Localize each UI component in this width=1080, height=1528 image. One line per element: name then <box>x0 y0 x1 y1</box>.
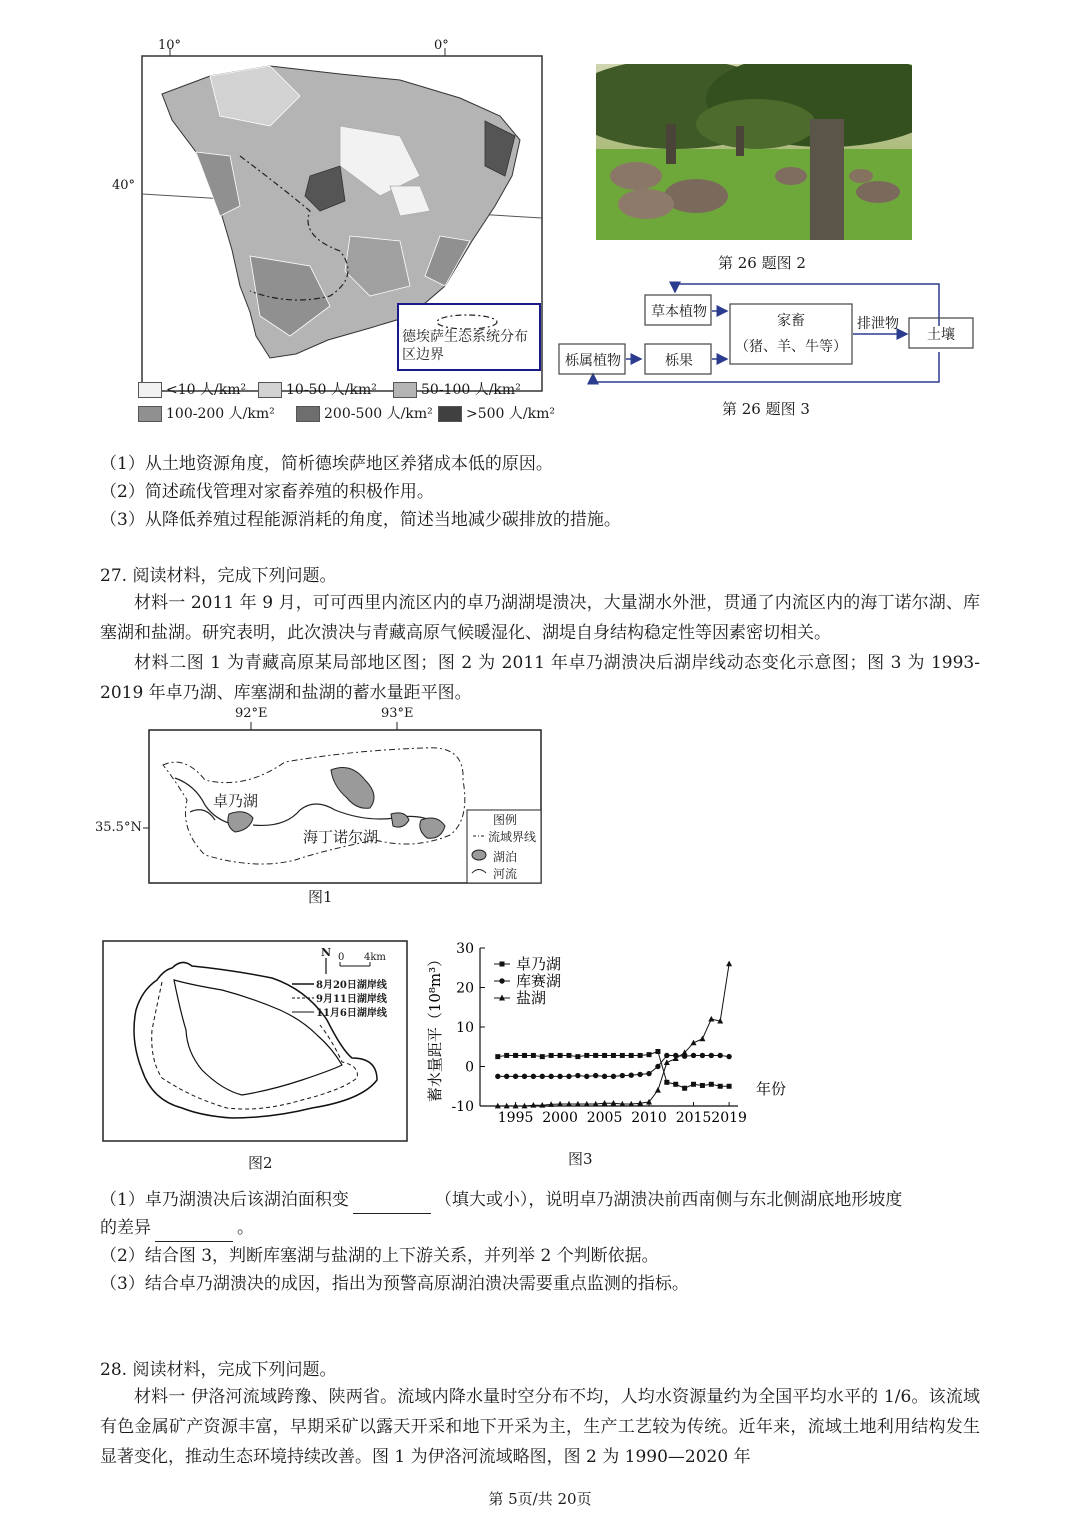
data-point <box>718 1084 723 1089</box>
data-point <box>629 1072 634 1077</box>
box-grass-label: 草本植物 <box>651 304 707 320</box>
north-arrow-icon: N <box>321 946 332 959</box>
legend-aug20-label: 8月20日湖岸线 <box>316 980 387 991</box>
q27-fig1 <box>95 706 555 910</box>
data-point <box>691 1053 696 1058</box>
lon-93e-label: 93°E <box>381 706 414 721</box>
legend-sep11-label: 9月11日湖岸线 <box>316 994 387 1005</box>
x-tick-label: 2000 <box>542 1110 578 1126</box>
q27-question-2: （2）结合图 3，判断库塞湖与盐湖的上下游关系，并列举 2 个判断依据。 <box>100 1246 659 1266</box>
data-point <box>620 1053 625 1058</box>
lake-haiding-label: 海丁诺尔湖 <box>303 828 379 846</box>
legend-nov6-label: 11月6日湖岸线 <box>316 1008 387 1019</box>
legend-swatch <box>258 382 282 398</box>
q26-fig3-caption: 第 26 题图 3 <box>722 400 810 418</box>
data-point <box>549 1053 554 1058</box>
legend-label: >500 人/km² <box>466 406 555 422</box>
legend-swatch <box>393 382 417 398</box>
data-point <box>726 1054 731 1059</box>
lon-0-label: 0° <box>434 38 449 53</box>
legend-label: 卓乃湖 <box>516 955 562 973</box>
box-livestock-label: 家畜 <box>777 313 805 329</box>
legend-label: 10-50 人/km² <box>286 382 377 398</box>
x-tick-label: 2010 <box>631 1110 667 1126</box>
answer-blank-2[interactable] <box>155 1223 233 1242</box>
data-point <box>495 1074 500 1079</box>
data-point <box>540 1074 545 1079</box>
data-point <box>620 1073 625 1078</box>
data-point <box>709 1053 714 1058</box>
x-tick-label: 2019 <box>711 1110 747 1126</box>
page-footer: 第 5页/共 20页 <box>488 1490 592 1508</box>
data-point <box>708 1016 714 1022</box>
box-acorn-label: 栎果 <box>665 353 693 369</box>
data-point <box>593 1073 598 1078</box>
q27-question-1 <box>100 1186 902 1214</box>
x-tick-label: 2015 <box>675 1110 712 1126</box>
data-point <box>531 1053 536 1058</box>
data-point <box>629 1053 634 1058</box>
box-soil-label: 土壤 <box>927 327 955 343</box>
q27-fig2 <box>102 940 408 1142</box>
legend-river-label: 河流 <box>493 867 518 881</box>
q27-question-3: （3）结合卓乃湖溃决的成因，指出为预警高原湖泊溃决需要重点监测的指标。 <box>100 1274 689 1294</box>
q27-question-1-cont <box>100 1214 254 1242</box>
data-point <box>522 1053 527 1058</box>
excreta-arrow-label: 排泄物 <box>857 316 899 332</box>
plateau-region-map <box>95 710 555 910</box>
data-point <box>638 1053 643 1058</box>
x-tick-label: 2005 <box>586 1110 623 1126</box>
data-point <box>655 1064 660 1069</box>
q26-fig2-caption: 第 26 题图 2 <box>718 254 806 272</box>
data-point <box>584 1053 589 1058</box>
q28-title: 28. 阅读材料，完成下列问题。 <box>100 1360 337 1380</box>
y-tick-label: 0 <box>465 1059 474 1076</box>
q27-q1-part1: （1）卓乃湖溃决后该湖泊面积变 <box>100 1190 349 1210</box>
data-point <box>664 1080 669 1085</box>
data-point <box>575 1073 580 1078</box>
data-point <box>558 1053 563 1058</box>
data-point <box>646 1071 651 1076</box>
lat-40-label: 40° <box>112 178 136 193</box>
data-point <box>647 1052 652 1057</box>
legend-label: 50-100 人/km² <box>421 382 521 398</box>
y-tick-label: 10 <box>456 1020 474 1036</box>
legend-label: 盐湖 <box>516 989 547 1007</box>
data-point <box>557 1074 562 1079</box>
y-tick-label: 30 <box>456 941 474 957</box>
data-point <box>691 1082 696 1087</box>
data-point <box>602 1074 607 1079</box>
data-point <box>540 1054 545 1059</box>
data-point <box>513 1053 518 1058</box>
legend-label: 库赛湖 <box>516 972 562 990</box>
data-point <box>709 1082 714 1087</box>
shoreline-change-diagram <box>102 940 408 1142</box>
storage-anomaly-chart <box>418 938 798 1148</box>
x-tick-label: 1995 <box>497 1110 534 1126</box>
lon-10-label: 10° <box>158 38 182 53</box>
box-tree-label: 栎属植物 <box>565 353 621 369</box>
scale-zero-label: 0 <box>338 952 345 963</box>
data-point <box>718 1053 723 1058</box>
legend-swatch <box>138 382 162 398</box>
answer-blank-1[interactable] <box>353 1195 431 1214</box>
data-point <box>566 1053 571 1058</box>
data-point <box>673 1082 678 1087</box>
dehesa-photo <box>596 64 912 240</box>
legend-label: 200-500 人/km² <box>324 406 433 422</box>
q26-flow-diagram <box>555 278 990 388</box>
y-tick-label: 20 <box>456 980 474 997</box>
legend-marker <box>500 962 505 967</box>
legend-title: 图例 <box>493 813 518 827</box>
q27-fig3-caption: 图3 <box>568 1150 593 1168</box>
legend-swatch <box>138 406 162 422</box>
legend-swatch <box>438 406 462 422</box>
q27-q1-part2: （填大或小），说明卓乃湖溃决前西南侧与东北侧湖底地形坡度 <box>434 1190 903 1210</box>
data-point <box>655 1087 661 1093</box>
density-legend <box>138 378 568 428</box>
data-point <box>593 1053 598 1058</box>
q26-question-3: （3）从降低养殖过程能源消耗的角度，简述当地减少碳排放的措施。 <box>100 510 621 530</box>
pigs-under-oak-trees-image <box>596 64 912 240</box>
data-point <box>682 1086 687 1091</box>
data-point <box>522 1074 527 1079</box>
legend-label: <10 人/km² <box>166 382 247 398</box>
data-point <box>504 1074 509 1079</box>
data-point <box>531 1074 536 1079</box>
scale-4km-label: 4km <box>364 952 386 963</box>
data-point <box>699 1036 705 1042</box>
legend-swatch <box>296 406 320 422</box>
data-point <box>495 1054 500 1059</box>
legend-label: 100-200 人/km² <box>166 406 275 422</box>
q26-map-figure <box>100 36 570 436</box>
data-point <box>727 1084 732 1089</box>
data-point <box>655 1049 660 1054</box>
data-point <box>611 1074 616 1079</box>
dehesa-boundary-legend: 德埃萨生态系统分布区边界 <box>402 329 528 363</box>
data-point <box>575 1054 580 1059</box>
q28-material-1: 材料一 伊洛河流域跨豫、陕两省。流域内降水量时空分布不均，人均水资源量约为全国平均水平的 1/6。该流域有色金属矿产资源丰富，早期采矿以露天开采和地下开采为主，生产工艺较为传统。近年来，流域土地利用结构发生显著变化，推动生态环境持续改善。图 1 为伊洛河流域略图，图 2 为 1990—2020 年 <box>100 1387 980 1467</box>
q27-fig1-caption: 图1 <box>308 888 333 906</box>
q26-question-1: （1）从土地资源角度，简析德埃萨地区养猪成本低的原因。 <box>100 454 553 474</box>
data-point <box>637 1072 642 1077</box>
legend-marker <box>499 978 504 983</box>
data-point <box>664 1053 669 1058</box>
q27-q1-part3: 的差异 <box>100 1218 151 1238</box>
data-point <box>566 1074 571 1079</box>
data-point <box>611 1053 616 1058</box>
lon-92e-label: 92°E <box>235 706 268 721</box>
data-point <box>700 1053 705 1058</box>
data-point <box>602 1053 607 1058</box>
data-point <box>548 1074 553 1079</box>
y-axis-label: 蓄水量距平（10⁸m³） <box>426 951 444 1103</box>
q26-question-2: （2）简述疏伐管理对家畜养殖的积极作用。 <box>100 482 434 502</box>
lake-zhuonai-label: 卓乃湖 <box>213 792 259 810</box>
data-point <box>504 1053 509 1058</box>
q27-title: 27. 阅读材料，完成下列问题。 <box>100 566 337 586</box>
data-point <box>726 961 732 967</box>
box-livestock-sub-label: （猪、羊、牛等） <box>735 339 847 355</box>
q27-material-2: 材料二图 1 为青藏高原某局部地区图；图 2 为 2011 年卓乃湖溃决后湖岸线动态变化示意图；图 3 为 1993-2019 年卓乃湖、库塞湖和盐湖的蓄水量距平图。 <box>100 653 980 703</box>
q27-q1-part4: 。 <box>237 1218 254 1238</box>
legend-lake-label: 湖泊 <box>493 850 518 864</box>
data-point <box>700 1083 705 1088</box>
series-line <box>498 1055 729 1076</box>
spain-population-map <box>100 36 570 436</box>
data-point <box>513 1074 518 1079</box>
y-tick-label: -10 <box>451 1099 474 1115</box>
q27-material-1: 材料一 2011 年 9 月，可可西里内流区内的卓乃湖湖堤溃决，大量湖水外泄，贯通了内流区内的海丁诺尔湖、库塞湖和盐湖。研究表明，此次溃决与青藏高原气候暖湿化、湖堤自身结构稳定性等因素密切相关。 <box>100 593 980 643</box>
x-axis-label: 年份 <box>756 1080 787 1098</box>
legend-boundary-label: 流域界线 <box>488 830 537 844</box>
data-point <box>584 1074 589 1079</box>
q27-fig3-chart <box>418 938 798 1148</box>
lat-35-5n-label: 35.5°N <box>95 820 142 835</box>
q27-fig2-caption: 图2 <box>248 1154 273 1172</box>
